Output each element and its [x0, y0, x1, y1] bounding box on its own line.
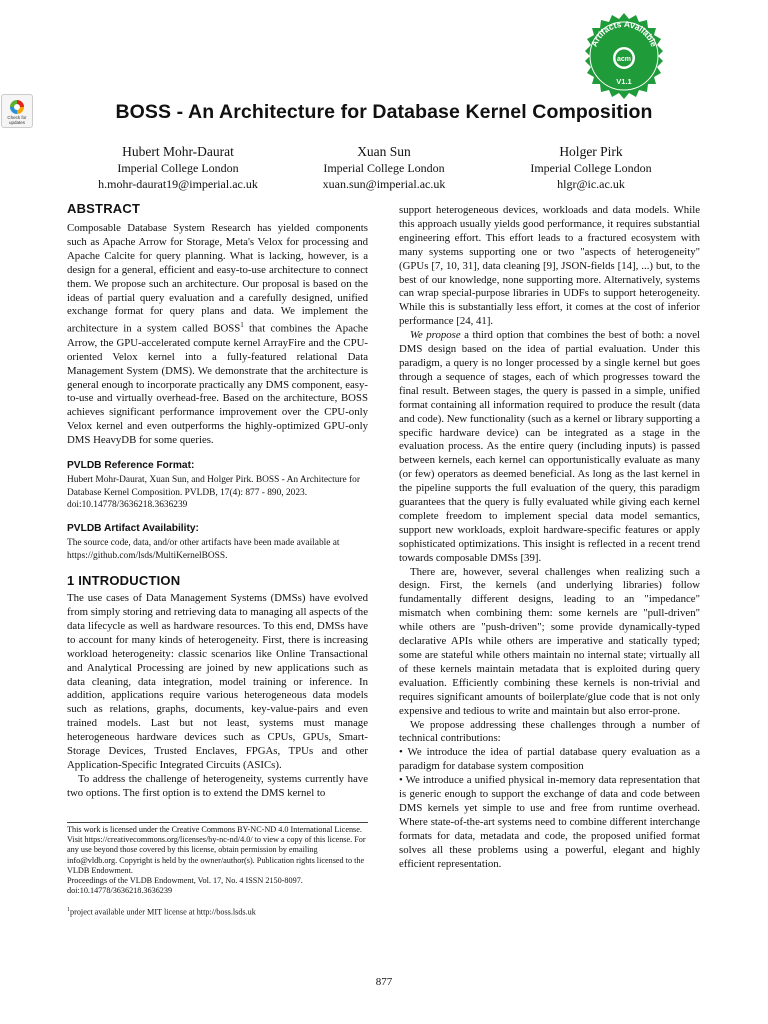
paper-title: BOSS - An Architecture for Database Kernel Composition: [115, 101, 653, 123]
artifact-availability-text[interactable]: The source code, data, and/or other artifacts have been made available at https://github.com/lsds/MultiKernelBOSS.: [67, 538, 340, 561]
contribution-bullet-2: • We introduce a unified physical in-memory data representation that is generic enough to support the exchange of data and code between DMS kernels yet simple to use and free from runtime overhead. Where state-of-the-art systems need to combine different interchange formats for data, metadata and code, the proposed unified format solves all these problems using a powerful, elegant and highly efficient representation.: [399, 774, 700, 870]
intro-paragraph-5: There are, however, several challenges when realizing such a design. First, the kernels (and underlying libraries) follow fundamentally different designs, leading to an "impedance" mismatch when combining them: some kernels are "pull-driven" while others are "push-driven"; some provide dynamically-typed declarative APIs while others are imperative and statically typed; some are stateful while others maintain no internal state; virtually all of these kernels maintain metadata that is exploited during query evaluation. Efficiently combining these kernels is non-trivial and requires significant amounts of boilerplate/glue code that is not only expensive and tedious to write and maintain but also error-prone.: [399, 565, 700, 717]
author-affiliation: Imperial College London: [530, 161, 652, 175]
acm-logo-text: acm: [616, 56, 632, 63]
reference-format-text: Hubert Mohr-Daurat, Xuan Sun, and Holger Pirk. BOSS - An Architecture for Database Kernel Composition. PVLDB, 17(4): 877 - 890, 2023. doi:10.14778/3636218.3636239: [67, 475, 360, 510]
author-affiliation: Imperial College London: [117, 161, 239, 175]
license-text: This work is licensed under the Creative Commons BY-NC-ND 4.0 International License. Visit https://creativecommons.org/licenses/by-nc-nd/4.0/ to view a copy of this license. For any use beyond those covered by this license, obtain permission by emailing info@vldb.org. Copyright is held by the owner/author(s). Publication rights licensed to the VLDB Endowment.: [67, 825, 366, 875]
page-number: 877: [375, 976, 393, 988]
abstract-heading: ABSTRACT: [67, 201, 141, 216]
author-name: Xuan Sun: [357, 144, 411, 159]
author-email[interactable]: hlgr@ic.ac.uk: [557, 176, 625, 191]
author-name: Holger Pirk: [559, 144, 623, 159]
intro-paragraph-3: support heterogeneous devices, workloads and data models. While this approach usually yields good performance, it requires substantial engineering effort. This effort leads to a fractured ecosystem with many systems supporting one or two "aspects of heterogeneity" (GPUs [7, 10, 31], data cleaning [9], JSON-fields [14], ...) but, to the best of our knowledge, none supporting more. Alternatively, systems can wrap special-purpose libraries in UDFs to support heterogeneity. While this is substantially less effort, it comes at the cost of inferior performance [24, 41].: [399, 204, 700, 328]
right-column: [399, 204, 700, 872]
doi-text: doi:10.14778/3636218.3636239: [67, 886, 173, 896]
introduction-heading: 1 INTRODUCTION: [67, 573, 181, 589]
author-email[interactable]: xuan.sun@imperial.ac.uk: [322, 176, 446, 191]
left-column: [67, 201, 368, 801]
author-block-1: [58, 143, 298, 192]
intro-paragraph-4: We propose a third option that combines the best of both: a novel DMS design based on the idea of partial evaluation. Under this paradigm, a query is no longer processed by a single kernel but goes through a sequence of stages, each of which progresses toward the final result. Between stages, the query is passed in a simple, unified format containing all information required to produce the result (data and code). New functionality (such as a kernel or library supporting a specific hardware device) can be integrated as a stage in the evaluation process. As the entire query (including inputs) is passed between kernels, each kernel can opportunistically evaluate as many (or few) operators as deemed beneficial. As long as the last kernel in the pipeline supports the full evaluation of the query, this paradigm guarantees that the query is fully evaluated while giving each kernel complete freedom to implement special data model semantics, support new workloads, exploit hardware-specific features or apply sophisticated optimizations. This insight is reflected in a recent trend towards composable DMSs [39].: [399, 329, 700, 564]
license-footnote: [67, 822, 368, 896]
intro-paragraph-6: We propose addressing these challenges through a number of technical contributions:: [399, 718, 700, 745]
contribution-bullet-1: • We introduce the idea of partial database query evaluation as a paradigm for database system composition: [399, 746, 700, 773]
artifacts-available-badge: [579, 11, 669, 101]
proceedings-text: Proceedings of the VLDB Endowment, Vol. 17, No. 4 ISSN 2150-8097.: [67, 876, 303, 886]
badge-version: V1.1: [616, 77, 632, 86]
reference-format-heading: PVLDB Reference Format:: [67, 460, 195, 472]
author-block-2: [264, 143, 504, 192]
footnote-1-mark: 1: [67, 907, 70, 913]
check-for-updates-label: Check for updates: [7, 115, 27, 125]
intro-paragraph-1: The use cases of Data Management Systems (DMSs) have evolved from simply storing and retrieving data to managing all aspects of the data lifecycle as well as hardware resources. To this end, DMSs have to account for many kinds of heterogeneity. First, there is increasing workload heterogeneity: classic scenarios like Online Transactional and Analytical Processing are joined by new applications such as data cleaning, data integration, model training or inference. In addition, applications require various heterogeneous data models such as relations, graphs, documents, key-value-pairs and even trained models. Last but not least, systems must manage heterogeneous hardware devices such as CPUs, GPUs, Smart-Storage Devices, Trusted Enclaves, FPGAs, TPUs and other Application-Specific Integrated Circuits (ASICs).: [67, 592, 368, 771]
footnote-marker: 1: [240, 321, 244, 330]
author-email[interactable]: h.mohr-daurat19@imperial.ac.uk: [98, 176, 258, 191]
intro-paragraph-2: To address the challenge of heterogeneity, systems currently have two options. The first option is to extend the DMS kernel to: [67, 772, 368, 799]
author-affiliation: Imperial College London: [323, 161, 445, 175]
footnote-1-text: project available under MIT license at http://boss.lsds.uk: [70, 907, 256, 917]
abstract-text: Composable Database System Research has yielded components such as Apache Arrow for Storage, Meta's Velox for processing and Apache Calcite for query planning. What is lacking, however, is a design for a general, efficient and easy-to-use architecture to connect them. We propose such an architecture. Our proposal is based on the ideas of partial query evaluation and a carefully designed, unified exchange format for query plans and data. We implement the architecture in a system called BOSS$^1$ that combines the Apache Arrow, the GPU-accelerated compute kernel ArrayFire and the CPU-oriented Velox kernel into a fully-featured relational Data Management System (DMS). We demonstrate that the architecture is general enough to incorporate practically any DMS component, easy-to-use and virtually overhead-free. Based on the architecture, BOSS achieves significant performance improvement over the CPU-only Velox kernel and even outperforms the highly-optimized GPU-only DMS HeavyDB for some queries.: [67, 222, 368, 447]
artifact-availability-heading: PVLDB Artifact Availability:: [67, 523, 199, 535]
author-name: Hubert Mohr-Daurat: [122, 144, 234, 159]
footnote-1: [67, 905, 368, 918]
check-for-updates-badge[interactable]: [1, 94, 33, 128]
badge-top-text: Artifacts Available: [588, 18, 660, 49]
author-block-3: [471, 143, 711, 192]
